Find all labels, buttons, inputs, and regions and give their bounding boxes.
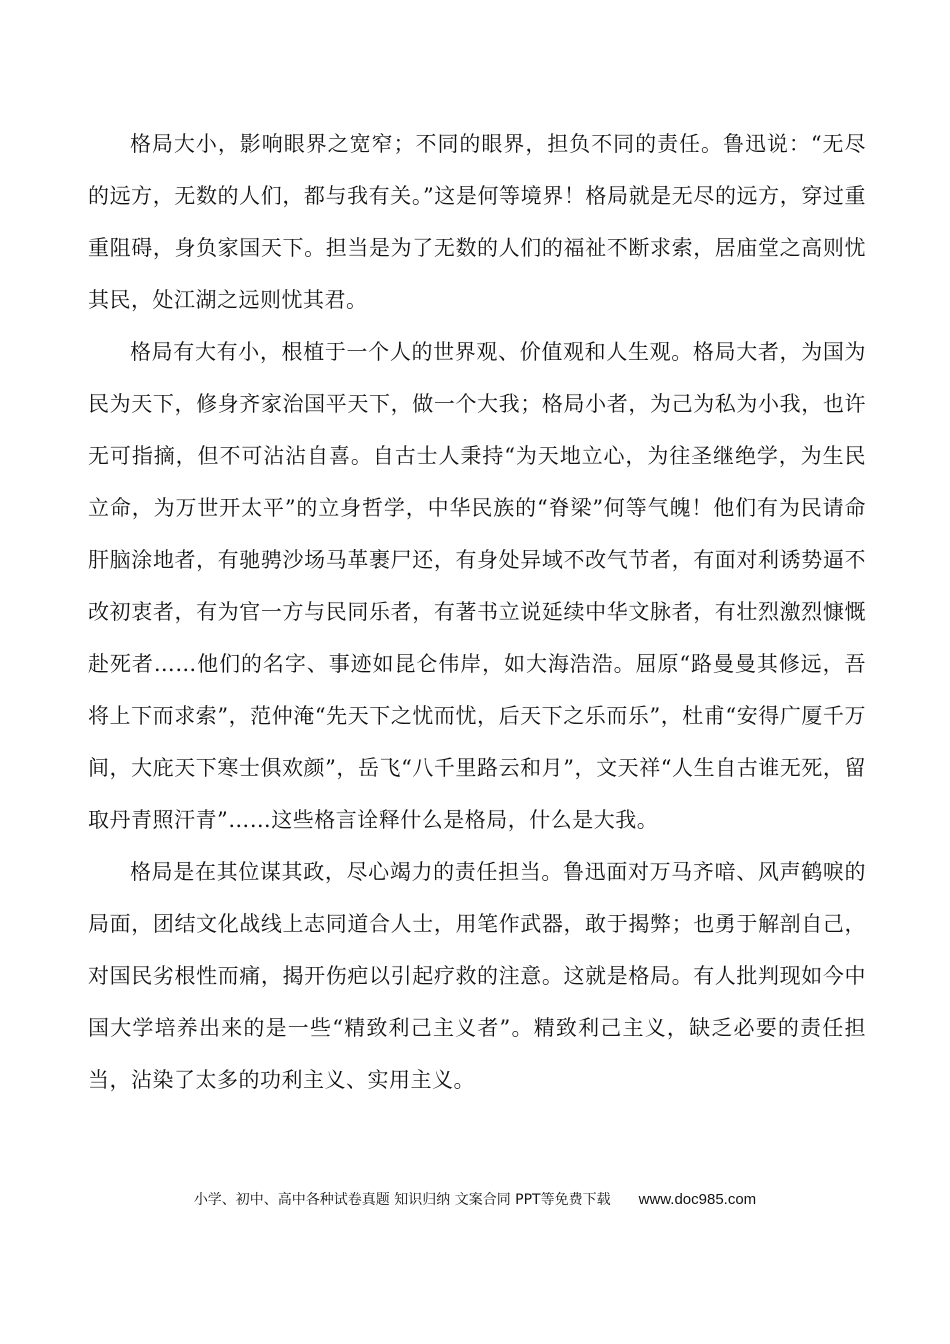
footer-text: 小学、初中、高中各种试卷真题 知识归纳 文案合同 PPT等免费下载	[193, 1192, 611, 1208]
paragraph-3: 格局是在其位谋其政，尽心竭力的责任担当。鲁迅面对万马齐喑、风声鹤唳的局面，团结文化战线上志同道合人士，用笔作武器，敢于揭弊；也勇于解剖自己，对国民劣根性而痛，揭开伤疤以引起疗救的注意。这就是格局。有人批判现如今中国大学培养出来的是一些“精致利己主义者”。精致利己主义，缺乏必要的责任担当，沾染了太多的功利主义、实用主义。	[88, 860, 866, 1092]
page-footer	[0, 1188, 950, 1212]
paragraph-2: 格局有大有小，根植于一个人的世界观、价值观和人生观。格局大者，为国为民为天下，修身齐家治国平天下，做一个大我；格局小者，为己为私为小我，也许无可指摘，但不可沾沾自喜。自古士人秉持“为天地立心，为往圣继绝学，为生民立命，为万世开太平”的立身哲学，中华民族的“脊梁”何等气魄！他们有为民请命肝脑涂地者，有驰骋沙场马革裹尸还，有身处异域不改气节者，有面对利诱势逼不改初衷者，有为官一方与民同乐者，有著书立说延续中华文脉者，有壮烈激烈慷慨赴死者……他们的名字、事迹如昆仑伟岸，如大海浩浩。屈原“路曼曼其修远，吾将上下而求索”，范仲淹“先天下之忧而忧，后天下之乐而乐”，杜甫“安得广厦千万间，大庇天下寒士俱欢颜”，岳飞“八千里路云和月”，文天祥“人生自古谁无死，留取丹青照汗青”……这些格言诠释什么是格局，什么是大我。	[88, 340, 866, 832]
footer-site-link[interactable]: www.doc985.com	[638, 1191, 757, 1208]
document-body	[88, 118, 866, 1106]
paragraph-1: 格局大小，影响眼界之宽窄；不同的眼界，担负不同的责任。鲁迅说：“无尽的远方，无数的人们，都与我有关。”这是何等境界！格局就是无尽的远方，穿过重重阻碍，身负家国天下。担当是为了无数的人们的福祉不断求索，居庙堂之高则忧其民，处江湖之远则忧其君。	[88, 132, 866, 312]
